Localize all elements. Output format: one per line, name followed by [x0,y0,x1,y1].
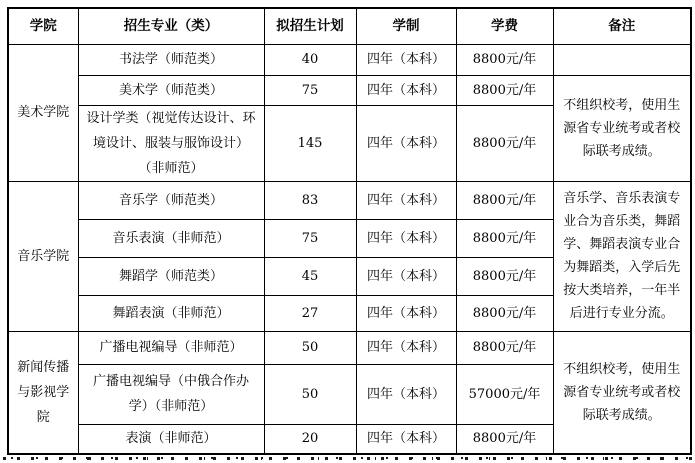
major-cell: 舞蹈学（师范类） [78,257,264,295]
remark-cell: 不组织校考，使用生源省专业统考或者校际联考成绩。 [553,331,691,454]
plan-cell: 50 [264,364,356,424]
duration-cell: 四年（本科） [356,257,456,295]
major-cell: 广播电视编导（非师范） [78,331,264,364]
duration-cell: 四年（本科） [356,44,456,75]
plan-cell: 50 [264,331,356,364]
major-cell: 美术学（师范类） [78,75,264,105]
plan-cell: 40 [264,44,356,75]
remark-cell-empty [553,44,691,75]
duration-cell: 四年（本科） [356,331,456,364]
header-college: 学院 [8,8,78,44]
plan-cell: 75 [264,219,356,257]
tuition-cell: 8800元/年 [456,295,553,331]
tuition-cell: 8800元/年 [456,331,553,364]
plan-cell: 83 [264,181,356,219]
plan-cell: 145 [264,105,356,181]
enrollment-table [7,7,692,455]
plan-cell: 20 [264,424,356,454]
tuition-cell: 8800元/年 [456,105,553,181]
remark-cell: 不组织校考，使用生源省专业统考或者校际联考成绩。 [553,75,691,181]
table-row [8,44,691,75]
duration-cell: 四年（本科） [356,295,456,331]
tuition-cell: 57000元/年 [456,364,553,424]
table-row [8,75,691,105]
plan-cell: 75 [264,75,356,105]
tuition-cell: 8800元/年 [456,219,553,257]
tuition-cell: 8800元/年 [456,257,553,295]
header-major: 招生专业（类） [78,8,264,44]
college-name: 美术学院 [17,105,70,120]
college-cell [8,181,78,331]
table-row [8,181,691,219]
clipped-text-line [3,457,695,461]
tuition-cell: 8800元/年 [456,44,553,75]
table-row [8,331,691,364]
header-plan: 拟招生计划 [264,8,356,44]
duration-cell: 四年（本科） [356,424,456,454]
major-cell: 广播电视编导（中俄合作办学）（非师范） [78,364,264,424]
duration-cell: 四年（本科） [356,219,456,257]
major-cell: 设计学类（视觉传达设计、环境设计、服装与服饰设计）（非师范） [78,105,264,181]
college-cell [8,44,78,181]
tuition-cell: 8800元/年 [456,424,553,454]
major-cell: 音乐学（师范类） [78,181,264,219]
header-remark: 备注 [553,8,691,44]
tuition-cell: 8800元/年 [456,75,553,105]
duration-cell: 四年（本科） [356,181,456,219]
college-name: 音乐学院 [17,248,70,264]
tuition-cell: 8800元/年 [456,181,553,219]
college-cell [8,331,78,454]
major-cell: 表演（非师范） [78,424,264,454]
duration-cell: 四年（本科） [356,105,456,181]
duration-cell: 四年（本科） [356,75,456,105]
college-name: 新闻传播与影视学院 [17,359,70,425]
duration-cell: 四年（本科） [356,364,456,424]
header-tuition: 学费 [456,8,553,44]
major-cell: 舞蹈表演（非师范） [78,295,264,331]
plan-cell: 45 [264,257,356,295]
plan-cell: 27 [264,295,356,331]
remark-cell: 音乐学、音乐表演专业合为音乐类，舞蹈学、舞蹈表演专业合为舞蹈类，入学后先按大类培养，一年半后进行专业分流。 [553,181,691,331]
major-cell: 音乐表演（非师范） [78,219,264,257]
major-cell: 书法学（师范类） [78,44,264,75]
table-header-row [8,8,691,44]
header-duration: 学制 [356,8,456,44]
